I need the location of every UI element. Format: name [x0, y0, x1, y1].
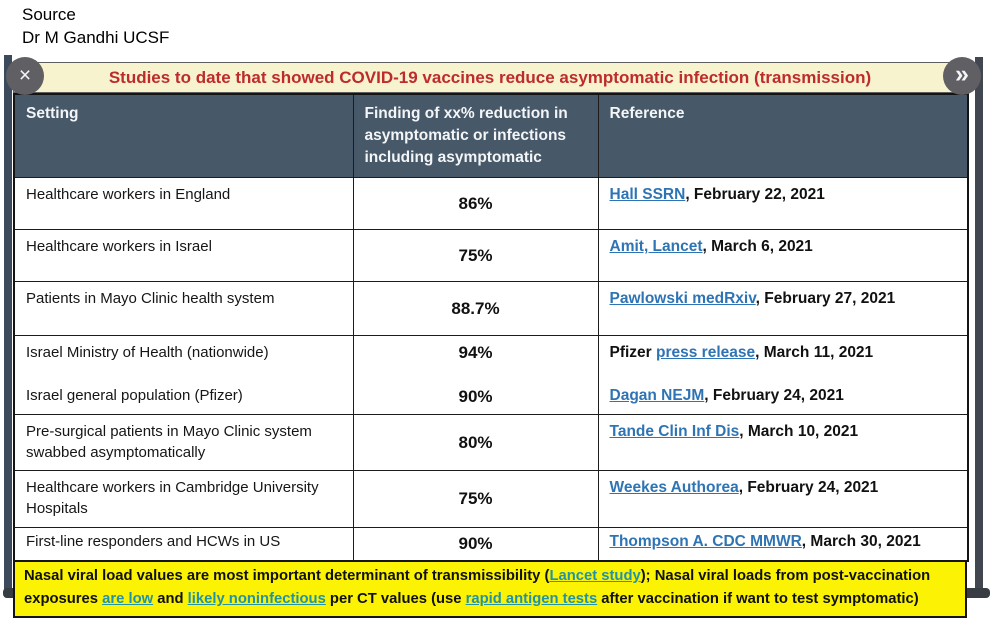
slide-edge-left [4, 55, 12, 589]
setting-cell: Healthcare workers in Cambridge University Hospitals [14, 471, 353, 527]
reference-line [610, 343, 874, 364]
reference-date: , March 30, 2021 [801, 532, 921, 550]
reference-cell [598, 336, 968, 415]
footnote [13, 562, 967, 618]
finding-cell: 90% [353, 527, 598, 560]
source-label: Source [22, 5, 76, 24]
source-attribution [22, 3, 169, 49]
header-setting: Setting [14, 94, 353, 178]
footnote-text: ); Nasal viral loads from post-vaccination exposures [24, 567, 931, 607]
table-header-row [14, 94, 968, 178]
finding-value: 94% [458, 343, 493, 362]
reference-cell [598, 178, 968, 230]
finding-cell: 75% [353, 471, 598, 527]
reference-cell [598, 415, 968, 471]
reference-date: , March 10, 2021 [739, 423, 859, 440]
finding-cell [353, 336, 598, 415]
header-finding: Finding of xx% reduction in asymptomatic or infections including asymptomatic [353, 94, 598, 178]
reference-date: , February 22, 2021 [685, 186, 825, 203]
table-row [14, 230, 968, 282]
chevron-right-icon: » [955, 60, 969, 88]
reference-link[interactable]: Hall SSRN [609, 186, 686, 203]
studies-table [13, 93, 969, 562]
setting-line: Israel general population (Pfizer) [26, 387, 243, 405]
setting-cell: Pre-surgical patients in Mayo Clinic system swabbed asymptomatically [14, 415, 353, 471]
table-row-merged [14, 336, 968, 415]
reference-link[interactable]: Tande Clin Inf Dis [609, 423, 740, 440]
reference-link[interactable]: Thompson A. CDC MMWR [609, 532, 802, 550]
reference-link[interactable]: Weekes Authorea [609, 479, 739, 497]
reference-link[interactable]: press release [656, 344, 756, 361]
reference-cell [598, 471, 968, 527]
footnote-link-are-low[interactable]: are low [102, 590, 154, 607]
table-row [14, 282, 968, 336]
finding-cell: 86% [353, 178, 598, 230]
reference-date: , February 24, 2021 [704, 387, 844, 405]
footnote-text: after vaccination if want to test symptomatic) [597, 590, 919, 607]
studies-panel [13, 62, 967, 618]
finding-cell: 75% [353, 230, 598, 282]
finding-cell: 80% [353, 415, 598, 471]
footnote-text: and [153, 590, 188, 607]
footnote-link-rapid-antigen-tests[interactable]: rapid antigen tests [465, 590, 598, 607]
header-reference: Reference [598, 94, 968, 178]
reference-link[interactable]: Pawlowski medRxiv [609, 290, 756, 307]
setting-cell: Healthcare workers in England [14, 178, 353, 230]
footnote-text: Nasal viral load values are most important determinant of transmissibility ( [24, 567, 550, 584]
table-row [14, 471, 968, 527]
reference-cell [598, 527, 968, 560]
reference-cell [598, 282, 968, 336]
footnote-text: per CT values (use [325, 590, 466, 607]
footnote-link-lancet-study[interactable]: Lancet study [549, 567, 641, 584]
setting-cell: Healthcare workers in Israel [14, 230, 353, 282]
table-row [14, 178, 968, 230]
reference-date: , March 11, 2021 [755, 344, 874, 361]
reference-date: , March 6, 2021 [702, 238, 813, 255]
table-row [14, 527, 968, 560]
close-button[interactable] [6, 57, 44, 95]
setting-line: Israel Ministry of Health (nationwide) [26, 344, 269, 361]
reference-cell [598, 230, 968, 282]
scrollbar[interactable] [975, 57, 983, 590]
reference-line [610, 386, 844, 407]
finding-value: 90% [458, 387, 493, 406]
source-author: Dr M Gandhi UCSF [22, 28, 170, 47]
setting-cell [14, 336, 353, 415]
setting-cell: First-line responders and HCWs in US [14, 527, 353, 560]
table-row [14, 415, 968, 471]
reference-prefix: Pfizer [609, 344, 657, 361]
reference-date: , February 27, 2021 [755, 290, 896, 307]
setting-cell: Patients in Mayo Clinic health system [14, 282, 353, 336]
finding-cell: 88.7% [353, 282, 598, 336]
reference-date: , February 24, 2021 [738, 479, 879, 497]
next-slide-button[interactable] [943, 57, 981, 95]
panel-title: Studies to date that showed COVID-19 vaccines reduce asymptomatic infection (transmission) [13, 62, 967, 93]
reference-link[interactable]: Dagan NEJM [609, 387, 705, 405]
close-icon: × [18, 64, 32, 87]
footnote-link-likely-noninfectious[interactable]: likely noninfectious [187, 590, 326, 607]
reference-link[interactable]: Amit, Lancet [609, 238, 703, 255]
